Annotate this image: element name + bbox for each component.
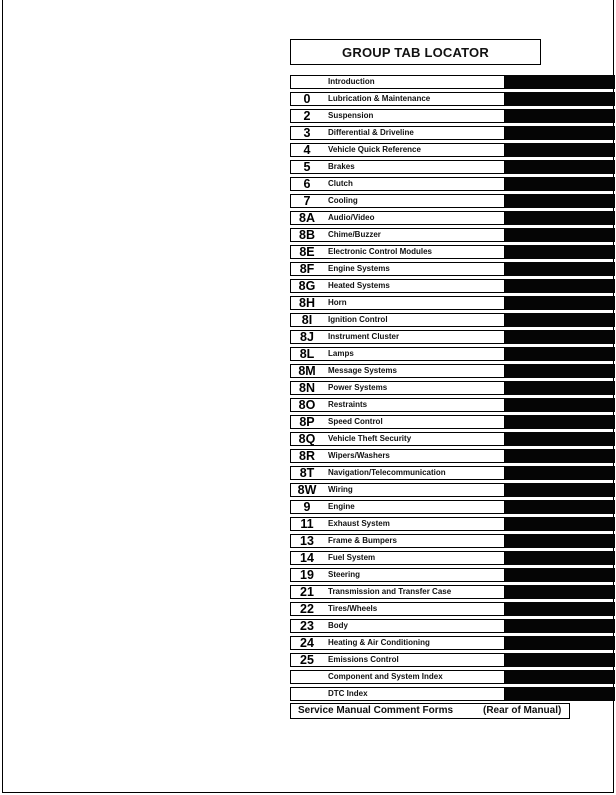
tab-number: 14 bbox=[300, 551, 314, 565]
tab-marker bbox=[505, 449, 615, 463]
tab-label: Differential & Driveline bbox=[328, 128, 414, 137]
tab-cell[interactable] bbox=[290, 585, 505, 599]
tab-row[interactable] bbox=[290, 296, 615, 310]
tab-marker bbox=[505, 75, 615, 89]
tab-number: 13 bbox=[300, 534, 314, 548]
tab-marker bbox=[505, 279, 615, 293]
comment-forms-label: Service Manual Comment Forms bbox=[298, 705, 454, 716]
tab-label: Power Systems bbox=[328, 383, 388, 392]
tab-cell[interactable] bbox=[290, 517, 505, 531]
tab-marker bbox=[505, 296, 615, 310]
tab-label: Cooling bbox=[328, 196, 358, 205]
tab-cell[interactable] bbox=[290, 160, 505, 174]
tab-marker bbox=[505, 653, 615, 667]
tab-cell[interactable] bbox=[290, 75, 505, 89]
tab-cell[interactable] bbox=[290, 126, 505, 140]
tab-number: 0 bbox=[303, 92, 311, 106]
tab-row[interactable] bbox=[290, 619, 615, 633]
tab-cell[interactable] bbox=[290, 364, 505, 378]
tab-number: 24 bbox=[300, 636, 314, 650]
tab-label: Clutch bbox=[328, 179, 353, 188]
tab-label: Steering bbox=[328, 570, 361, 579]
tab-marker bbox=[505, 585, 615, 599]
tab-marker bbox=[505, 602, 615, 616]
tab-marker bbox=[505, 262, 615, 276]
page-title: GROUP TAB LOCATOR bbox=[290, 39, 541, 65]
tab-label: Engine bbox=[328, 502, 355, 511]
tab-marker bbox=[505, 245, 615, 259]
tab-number: 7 bbox=[303, 194, 311, 208]
tab-number: 8H bbox=[299, 296, 315, 310]
tab-cell[interactable] bbox=[290, 670, 505, 684]
tab-label: Frame & Bumpers bbox=[328, 536, 397, 545]
tab-cell[interactable] bbox=[290, 568, 505, 582]
tab-row[interactable] bbox=[290, 602, 615, 616]
tab-row[interactable] bbox=[290, 381, 615, 395]
tab-number: 5 bbox=[303, 160, 311, 174]
tab-row[interactable] bbox=[290, 398, 615, 412]
tab-label: Component and System Index bbox=[328, 672, 443, 681]
tab-number: 25 bbox=[300, 653, 314, 667]
tab-row[interactable] bbox=[290, 228, 615, 242]
tab-row[interactable] bbox=[290, 194, 615, 208]
tab-cell[interactable] bbox=[290, 432, 505, 446]
tab-label: Audio/Video bbox=[328, 213, 375, 222]
tab-marker bbox=[505, 398, 615, 412]
tab-marker bbox=[505, 534, 615, 548]
tab-label: Vehicle Theft Security bbox=[328, 434, 412, 443]
tab-row[interactable] bbox=[290, 415, 615, 429]
tab-row[interactable] bbox=[290, 653, 615, 667]
tab-number: 19 bbox=[300, 568, 314, 582]
tab-marker bbox=[505, 92, 615, 106]
tab-row[interactable] bbox=[290, 279, 615, 293]
tab-cell[interactable] bbox=[290, 398, 505, 412]
tab-cell[interactable] bbox=[290, 296, 505, 310]
tab-label: Introduction bbox=[328, 77, 375, 86]
tab-row[interactable] bbox=[290, 432, 615, 446]
tab-row[interactable] bbox=[290, 364, 615, 378]
tab-number: 8J bbox=[300, 330, 314, 344]
tab-label: Lamps bbox=[328, 349, 354, 358]
tab-number: 8P bbox=[299, 415, 315, 429]
tab-cell[interactable] bbox=[290, 602, 505, 616]
tab-marker bbox=[505, 160, 615, 174]
tab-number: 8L bbox=[299, 347, 315, 361]
tab-cell[interactable] bbox=[290, 194, 505, 208]
tab-cell[interactable] bbox=[290, 228, 505, 242]
tab-row[interactable] bbox=[290, 483, 615, 497]
tab-number: 8F bbox=[299, 262, 315, 276]
tab-number: 3 bbox=[303, 126, 311, 140]
tab-row[interactable] bbox=[290, 109, 615, 123]
tab-marker bbox=[505, 432, 615, 446]
tab-number: 4 bbox=[303, 143, 311, 157]
tab-marker bbox=[505, 466, 615, 480]
tab-row[interactable] bbox=[290, 313, 615, 327]
tab-number: 8O bbox=[298, 398, 316, 412]
tab-label: Message Systems bbox=[328, 366, 397, 375]
tab-marker bbox=[505, 500, 615, 514]
tab-row[interactable] bbox=[290, 670, 615, 684]
tab-number: 11 bbox=[300, 517, 314, 531]
tab-cell[interactable] bbox=[290, 109, 505, 123]
tab-row[interactable] bbox=[290, 92, 615, 106]
tab-cell[interactable] bbox=[290, 279, 505, 293]
tab-row[interactable] bbox=[290, 160, 615, 174]
tab-label: Chime/Buzzer bbox=[328, 230, 381, 239]
tab-number: 8N bbox=[299, 381, 315, 395]
tab-label: DTC Index bbox=[328, 689, 368, 698]
tab-number: 8A bbox=[299, 211, 315, 225]
tab-number: 8M bbox=[298, 364, 316, 378]
tab-label: Fuel System bbox=[328, 553, 376, 562]
tab-cell[interactable] bbox=[290, 551, 505, 565]
tab-row[interactable] bbox=[290, 75, 615, 89]
tab-row[interactable] bbox=[290, 245, 615, 259]
tab-marker bbox=[505, 194, 615, 208]
tab-row[interactable] bbox=[290, 585, 615, 599]
tab-label: Engine Systems bbox=[328, 264, 390, 273]
tab-row[interactable] bbox=[290, 636, 615, 650]
tab-label: Brakes bbox=[328, 162, 355, 171]
tab-number: 21 bbox=[300, 585, 314, 599]
tab-cell[interactable] bbox=[290, 466, 505, 480]
tab-row[interactable] bbox=[290, 500, 615, 514]
tab-label: Vehicle Quick Reference bbox=[328, 145, 421, 154]
tab-number: 9 bbox=[303, 500, 311, 514]
tab-number: 6 bbox=[303, 177, 311, 191]
tab-number: 8I bbox=[301, 313, 313, 327]
tab-marker bbox=[505, 330, 615, 344]
tab-number: 8B bbox=[299, 228, 315, 242]
tab-cell[interactable] bbox=[290, 636, 505, 650]
tab-marker bbox=[505, 551, 615, 565]
tab-cell[interactable] bbox=[290, 415, 505, 429]
tab-marker bbox=[505, 143, 615, 157]
tab-number: 22 bbox=[300, 602, 314, 616]
tab-marker bbox=[505, 364, 615, 378]
tab-cell[interactable] bbox=[290, 92, 505, 106]
tab-cell[interactable] bbox=[290, 449, 505, 463]
tab-cell[interactable] bbox=[290, 619, 505, 633]
tab-number: 8R bbox=[299, 449, 315, 463]
tab-label: Heating & Air Conditioning bbox=[328, 638, 430, 647]
group-tab-list bbox=[290, 75, 615, 704]
tab-marker bbox=[505, 687, 615, 701]
tab-marker bbox=[505, 636, 615, 650]
tab-number: 2 bbox=[303, 109, 311, 123]
tab-row[interactable] bbox=[290, 177, 615, 191]
tab-marker bbox=[505, 619, 615, 633]
tab-label: Lubrication & Maintenance bbox=[328, 94, 431, 103]
tab-marker bbox=[505, 177, 615, 191]
tab-number: 8G bbox=[298, 279, 316, 293]
tab-cell[interactable] bbox=[290, 330, 505, 344]
tab-label: Ignition Control bbox=[328, 315, 388, 324]
tab-row[interactable] bbox=[290, 449, 615, 463]
tab-number: 8W bbox=[297, 483, 317, 497]
tab-marker bbox=[505, 517, 615, 531]
tab-row[interactable] bbox=[290, 568, 615, 582]
tab-row[interactable] bbox=[290, 551, 615, 565]
tab-label: Transmission and Transfer Case bbox=[328, 587, 452, 596]
tab-label: Body bbox=[328, 621, 348, 630]
tab-row[interactable] bbox=[290, 330, 615, 344]
tab-label: Suspension bbox=[328, 111, 374, 120]
tab-label: Wipers/Washers bbox=[328, 451, 390, 460]
tab-cell[interactable] bbox=[290, 262, 505, 276]
tab-cell[interactable] bbox=[290, 381, 505, 395]
tab-label: Tires/Wheels bbox=[328, 604, 378, 613]
tab-marker bbox=[505, 568, 615, 582]
comment-forms-box[interactable] bbox=[290, 703, 570, 719]
tab-label: Restraints bbox=[328, 400, 368, 409]
tab-label: Speed Control bbox=[328, 417, 383, 426]
tab-marker bbox=[505, 313, 615, 327]
tab-label: Electronic Control Modules bbox=[328, 247, 433, 256]
tab-cell[interactable] bbox=[290, 313, 505, 327]
tab-number: 23 bbox=[300, 619, 314, 633]
tab-row[interactable] bbox=[290, 466, 615, 480]
tab-label: Horn bbox=[328, 298, 347, 307]
tab-row[interactable] bbox=[290, 347, 615, 361]
tab-cell[interactable] bbox=[290, 687, 505, 701]
tab-marker bbox=[505, 415, 615, 429]
tab-number: 8E bbox=[299, 245, 315, 259]
tab-cell[interactable] bbox=[290, 534, 505, 548]
tab-label: Navigation/Telecommunication bbox=[328, 468, 446, 477]
tab-row[interactable] bbox=[290, 262, 615, 276]
tab-marker bbox=[505, 228, 615, 242]
tab-cell[interactable] bbox=[290, 347, 505, 361]
tab-row[interactable] bbox=[290, 126, 615, 140]
tab-cell[interactable] bbox=[290, 245, 505, 259]
tab-marker bbox=[505, 670, 615, 684]
tab-cell[interactable] bbox=[290, 177, 505, 191]
tab-marker bbox=[505, 109, 615, 123]
tab-cell[interactable] bbox=[290, 483, 505, 497]
tab-marker bbox=[505, 347, 615, 361]
tab-marker bbox=[505, 381, 615, 395]
tab-number: 8Q bbox=[298, 432, 316, 446]
tab-row[interactable] bbox=[290, 534, 615, 548]
tab-row[interactable] bbox=[290, 211, 615, 225]
tab-number: 8T bbox=[299, 466, 315, 480]
tab-label: Instrument Cluster bbox=[328, 332, 400, 341]
tab-cell[interactable] bbox=[290, 500, 505, 514]
tab-marker bbox=[505, 211, 615, 225]
tab-label: Heated Systems bbox=[328, 281, 390, 290]
tab-marker bbox=[505, 126, 615, 140]
tab-label: Wiring bbox=[328, 485, 353, 494]
tab-label: Exhaust System bbox=[328, 519, 390, 528]
tab-row[interactable] bbox=[290, 687, 615, 701]
comment-forms-location: (Rear of Manual) bbox=[483, 705, 562, 716]
tab-row[interactable] bbox=[290, 517, 615, 531]
tab-row[interactable] bbox=[290, 143, 615, 157]
tab-marker bbox=[505, 483, 615, 497]
tab-cell[interactable] bbox=[290, 211, 505, 225]
tab-cell[interactable] bbox=[290, 143, 505, 157]
tab-cell[interactable] bbox=[290, 653, 505, 667]
tab-label: Emissions Control bbox=[328, 655, 399, 664]
